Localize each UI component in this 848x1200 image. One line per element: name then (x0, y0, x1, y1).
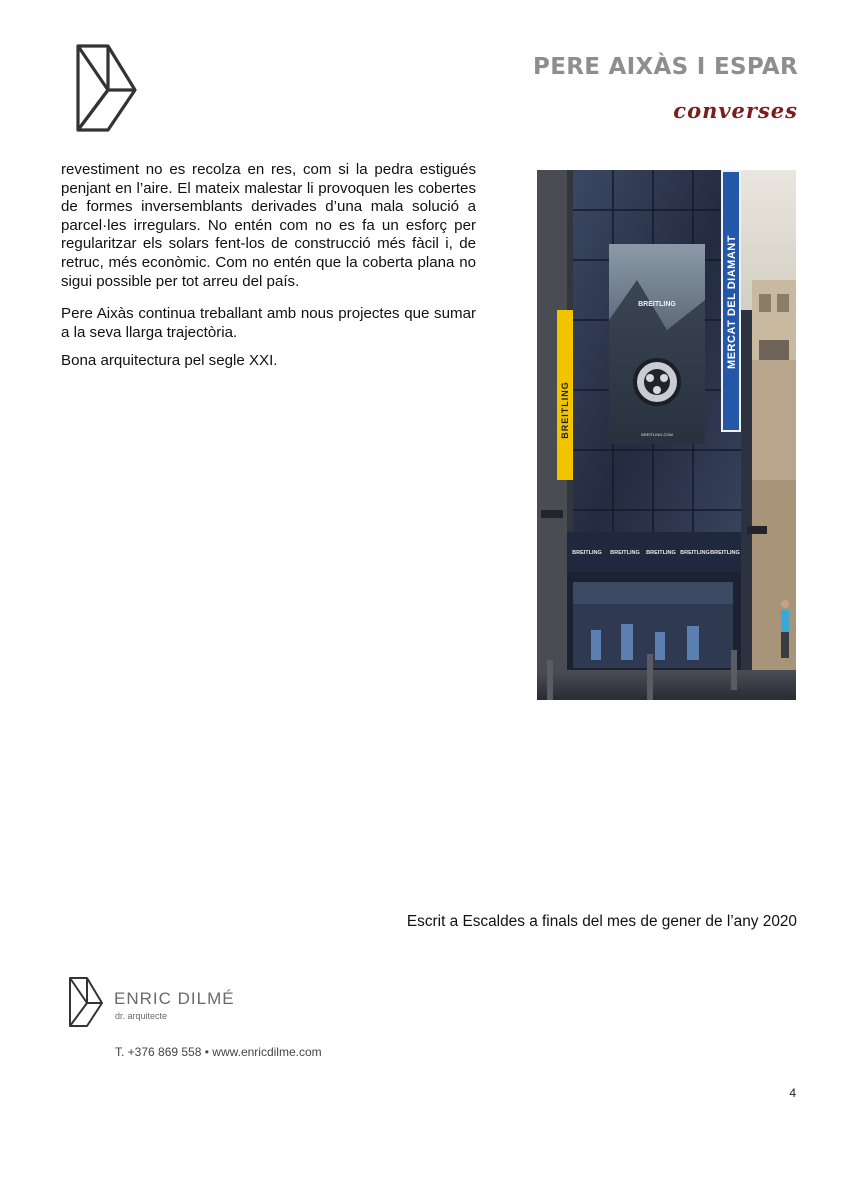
poster-brand: BREITLING (638, 301, 676, 308)
article-paragraph: Pere Aixàs continua treballant amb nous projectes que sumar a la seva llarga trajectòria. (61, 305, 476, 341)
signature-line: Escrit a Escaldes a finals del mes de gener de l’any 2020 (406, 913, 797, 930)
footer-name: ENRIC DILMÉ (114, 989, 235, 1008)
article-body (61, 161, 476, 385)
store-sign: BREITLING (680, 550, 710, 556)
footer-logo-icon (68, 976, 104, 1028)
store-sign: BREITLING (572, 550, 602, 556)
store-sign: BREITLING (610, 550, 640, 556)
store-sign: BREITLING (646, 550, 676, 556)
footer-role: dr. arquitecte (115, 1011, 168, 1021)
poster-url: BREITLING.COM (641, 432, 673, 437)
header-title: PERE AIXÀS I ESPAR (533, 54, 798, 80)
mercat-banner-label: MERCAT DEL DIAMANT (726, 235, 738, 369)
store-sign: BREITLING (710, 550, 740, 556)
article-paragraph: Bona arquitectura pel segle XXI. (61, 352, 278, 370)
page-number: 4 (789, 1086, 796, 1100)
header-subtitle: converses (673, 98, 798, 123)
article-paragraph: revestiment no es recolza en res, com si la pedra estigués penjant en l’aire. El mateix malestar li provoquen les cobertes de formes inversemblants derivades d’una mala solució a parcel·les irregulars. No entén com no es fa un esforç per regularitzar els solars fent-los de construcció més fàcil i, de retruc, més econòmic. Com no entén que la coberta plana no sigui possible per tot arreu del país. (61, 161, 476, 290)
yellow-banner-label: BREITLING (560, 381, 570, 439)
building-photo (537, 170, 796, 700)
footer-contact: T. +376 869 558 • www.enricdilme.com (115, 1045, 322, 1059)
architect-logo-icon (74, 42, 138, 134)
